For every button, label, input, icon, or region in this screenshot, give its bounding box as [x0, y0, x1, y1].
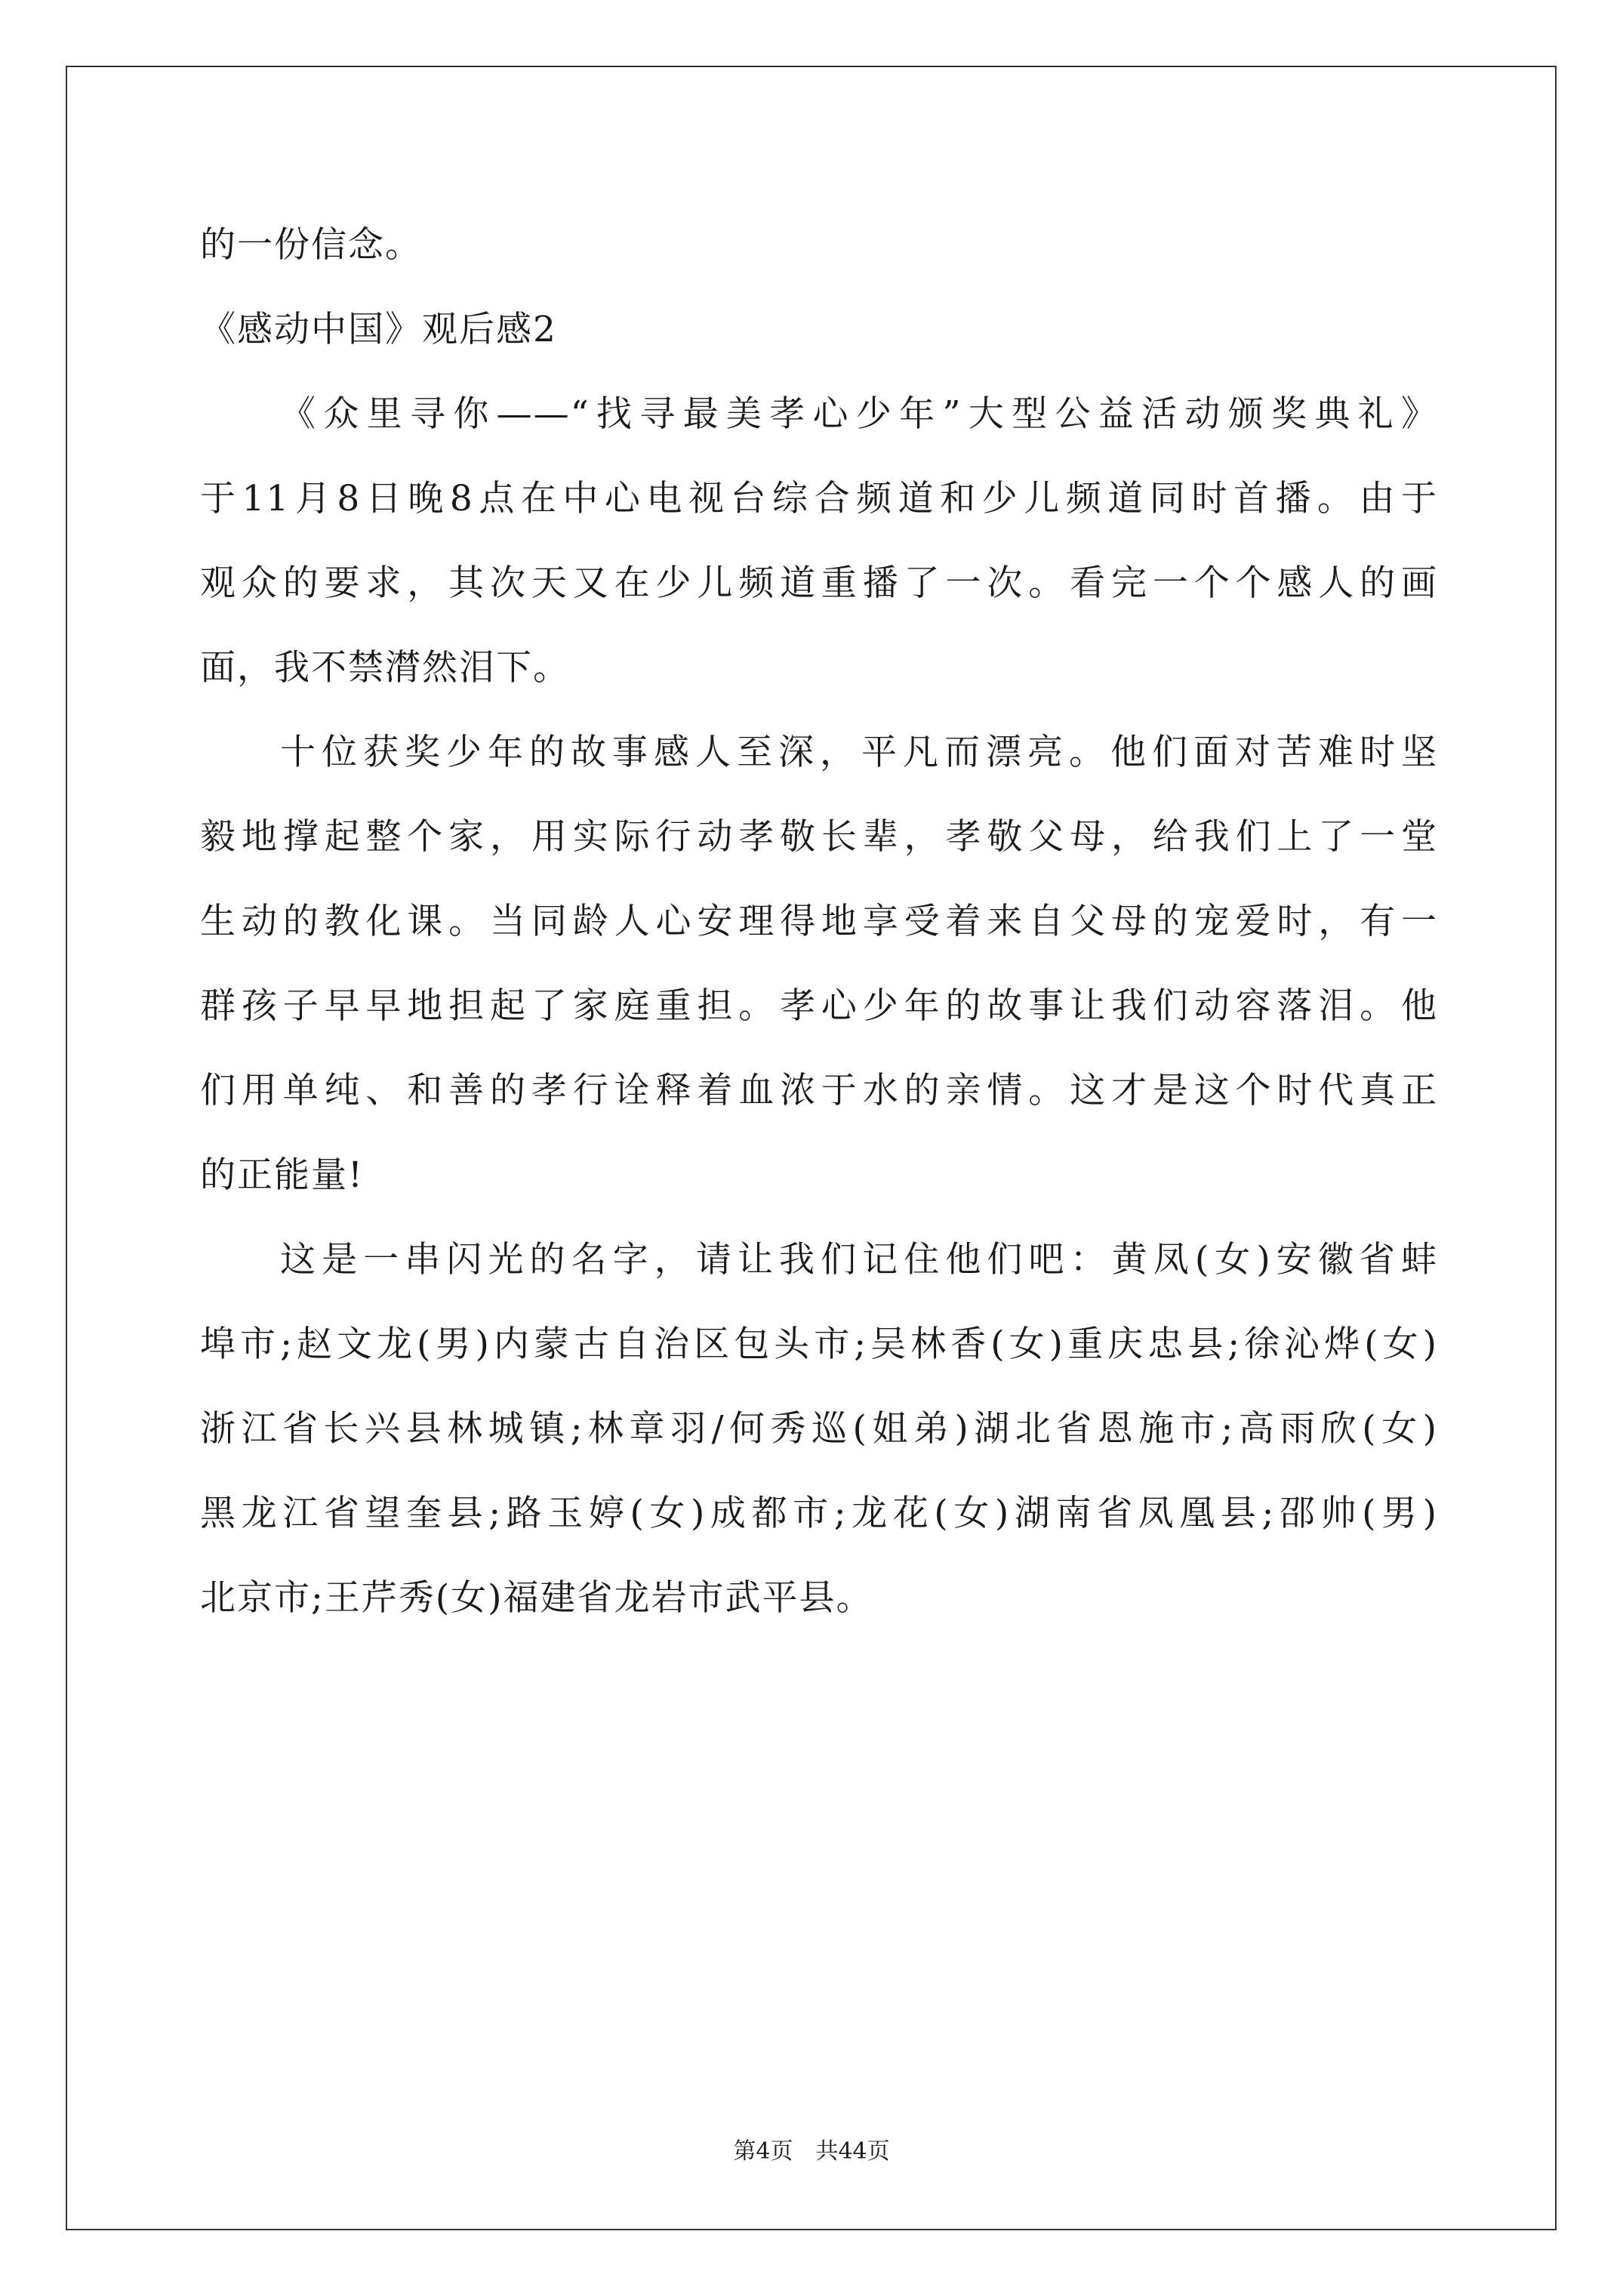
- text-line: [200, 895, 1438, 980]
- text-line-content: 十位获奖少年的故事感人至深，平凡而漂亮。他们面对苦难时坚: [280, 732, 1438, 773]
- text-line-content: 北京市;王芹秀(女)福建省龙岩市武平县。: [200, 1577, 873, 1619]
- text-line: [200, 388, 1438, 473]
- text-line-content: 埠市;赵文龙(男)内蒙古自治区包头市;吴林香(女)重庆忠县;徐沁烨(女): [200, 1324, 1438, 1365]
- text-line: [200, 1065, 1438, 1149]
- text-line-content: 面，我不禁潸然泪下。: [200, 647, 570, 689]
- text-line: [200, 1318, 1438, 1403]
- text-line-content: 黑龙江省望奎县;路玉婷(女)成都市;龙花(女)湖南省凤凰县;邵帅(男): [200, 1493, 1438, 1534]
- text-line: [200, 219, 1438, 304]
- text-line-content: 的正能量!: [200, 1154, 364, 1196]
- text-line-content: 《众里寻你——“找寻最美孝心少年”大型公益活动颁奖典礼》: [280, 393, 1438, 435]
- text-line-content: 群孩子早早地担起了家庭重担。孝心少年的故事让我们动容落泪。他: [200, 985, 1438, 1027]
- text-line-content: 们用单纯、和善的孝行诠释着血浓于水的亲情。这才是这个时代真正: [200, 1070, 1438, 1111]
- text-line: [200, 473, 1438, 557]
- text-line: [200, 1403, 1438, 1487]
- text-line: [200, 1149, 1438, 1234]
- text-line-content: 于11月8日晚8点在中心电视台综合频道和少儿频道同时首播。由于: [200, 478, 1438, 519]
- page-number: 第4页 共44页: [733, 2138, 890, 2165]
- text-line: [200, 557, 1438, 642]
- text-line-content: 生动的教化课。当同龄人心安理得地享受着来自父母的宠爱时，有一: [200, 901, 1438, 942]
- text-line-content: 毅地撑起整个家，用实际行动孝敬长辈，孝敬父母，给我们上了一堂: [200, 816, 1438, 858]
- text-line-content: 的一份信念。: [200, 224, 422, 266]
- text-line: [200, 1572, 1438, 1657]
- document-body: [200, 219, 1438, 1657]
- text-line: [200, 642, 1438, 726]
- section-heading: [200, 304, 1438, 388]
- section-heading-text: 《感动中国》观后感2: [200, 309, 557, 350]
- text-line-content: 观众的要求，其次天又在少儿频道重播了一次。看完一个个感人的画: [200, 562, 1438, 604]
- text-line: [200, 1487, 1438, 1572]
- text-line: [200, 980, 1438, 1065]
- text-line: [200, 1234, 1438, 1318]
- text-line: [200, 726, 1438, 811]
- text-line-content: 这是一串闪光的名字，请让我们记住他们吧：黄凤(女)安徽省蚌: [280, 1239, 1438, 1281]
- text-line: [200, 811, 1438, 895]
- text-line-content: 浙江省长兴县林城镇;林章羽/何秀巡(姐弟)湖北省恩施市;高雨欣(女): [200, 1408, 1438, 1450]
